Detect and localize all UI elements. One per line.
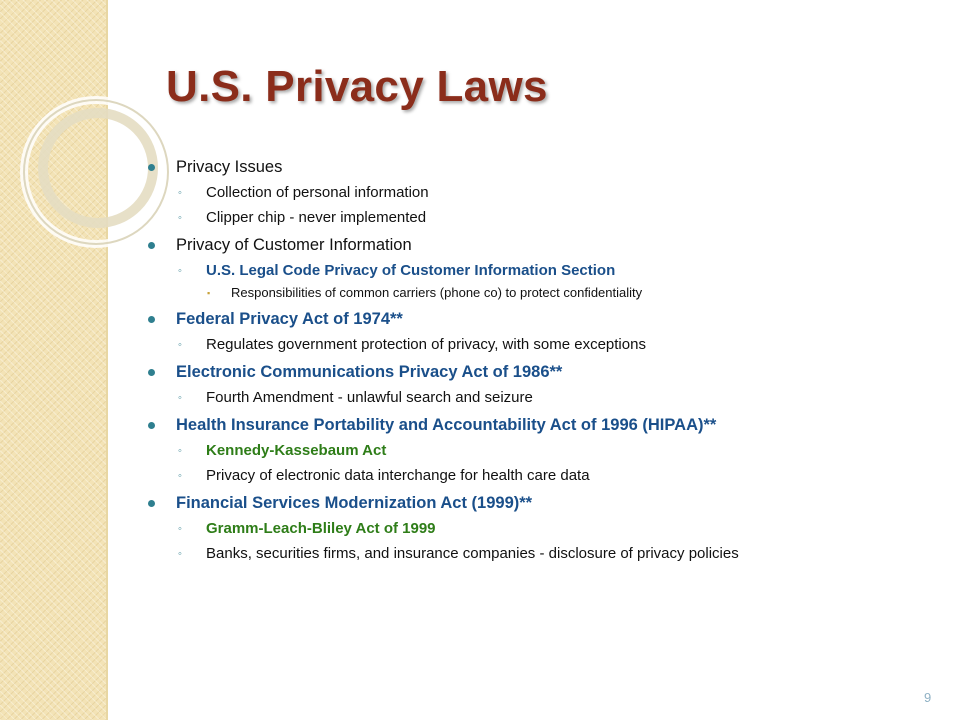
- bullet-circle-icon: ◦: [178, 339, 182, 351]
- bullet-text: Electronic Communications Privacy Act of 1986**: [176, 363, 563, 381]
- bullet-circle-icon: ◦: [178, 392, 182, 404]
- bullet-item-level1: [146, 414, 946, 436]
- bullet-square-icon: ▪: [207, 288, 211, 298]
- bullet-circle-icon: ◦: [178, 187, 182, 199]
- bullet-circle-icon: ◦: [178, 265, 182, 277]
- bullet-text: Fourth Amendment - unlawful search and seizure: [206, 389, 533, 406]
- bullet-dot-icon: [148, 316, 155, 323]
- bullet-dot-icon: [148, 500, 155, 507]
- bullet-text: Banks, securities firms, and insurance companies - disclosure of privacy policies: [206, 545, 739, 562]
- slide-title: U.S. Privacy Laws: [166, 62, 548, 111]
- bullet-circle-icon: ◦: [178, 212, 182, 224]
- bullet-text: Privacy Issues: [176, 158, 283, 176]
- bullet-item-level1: [146, 308, 946, 330]
- bullet-text: Clipper chip - never implemented: [206, 209, 427, 226]
- bullet-text: Responsibilities of common carriers (phone co) to protect confidentiality: [231, 285, 643, 300]
- bullet-circle-icon: ◦: [178, 445, 182, 457]
- bullet-item-level2: [146, 441, 946, 461]
- bullet-item-level1: [146, 234, 946, 256]
- bullet-text: Health Insurance Portability and Accountability Act of 1996 (HIPAA)**: [176, 416, 717, 434]
- bullet-dot-icon: [148, 242, 155, 249]
- decorative-ring-inner: [43, 113, 153, 223]
- bullet-circle-icon: ◦: [178, 548, 182, 560]
- bullet-dot-icon: [148, 369, 155, 376]
- bullet-text: Federal Privacy Act of 1974**: [176, 310, 403, 328]
- page-number: 9: [924, 690, 932, 705]
- bullet-item-level1: [146, 156, 946, 178]
- bullet-circle-icon: ◦: [178, 523, 182, 535]
- bullet-item-level2: [146, 261, 946, 281]
- bullet-text: Privacy of electronic data interchange for health care data: [206, 467, 590, 484]
- bullet-item-level2: [146, 388, 946, 408]
- bullet-item-level2: [146, 208, 946, 228]
- bullet-text: Kennedy-Kassebaum Act: [206, 442, 387, 459]
- bullet-text: Collection of personal information: [206, 184, 429, 201]
- bullet-circle-icon: ◦: [178, 470, 182, 482]
- bullet-item-level1: [146, 492, 946, 514]
- bullet-text: U.S. Legal Code Privacy of Customer Information Section: [206, 262, 616, 279]
- bullet-text: Gramm-Leach-Bliley Act of 1999: [206, 520, 436, 537]
- bullet-item-level2: [146, 335, 946, 355]
- bullet-item-level1: [146, 361, 946, 383]
- bullet-list: [146, 150, 946, 564]
- bullet-item-level3: [146, 284, 946, 302]
- bullet-text: Regulates government protection of privacy, with some exceptions: [206, 336, 646, 353]
- bullet-item-level2: [146, 466, 946, 486]
- bullet-text: Financial Services Modernization Act (1999)**: [176, 494, 533, 512]
- bullet-item-level2: [146, 544, 946, 564]
- bullet-dot-icon: [148, 164, 155, 171]
- bullet-item-level2: [146, 519, 946, 539]
- bullet-item-level2: [146, 183, 946, 203]
- bullet-dot-icon: [148, 422, 155, 429]
- bullet-text: Privacy of Customer Information: [176, 236, 412, 254]
